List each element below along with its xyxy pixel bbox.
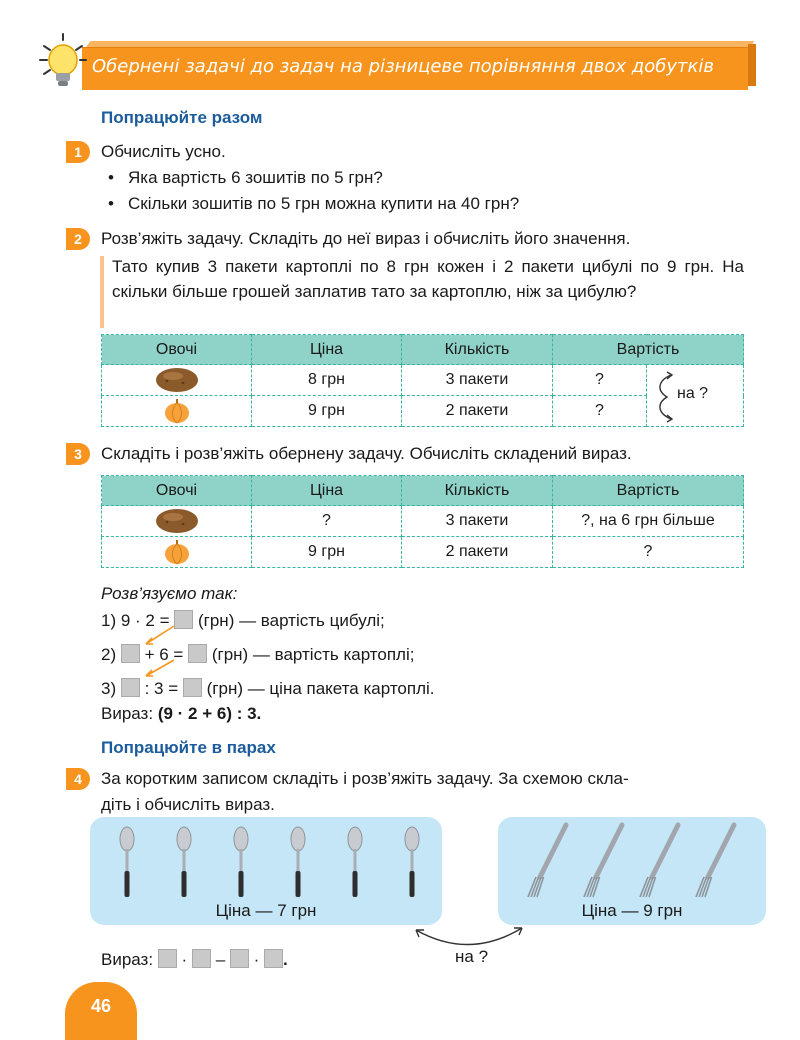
potato-icon [155, 508, 199, 534]
task3-table [101, 475, 744, 568]
answer-box[interactable] [121, 678, 140, 697]
step1-expr: 1) 9 · 2 = [101, 611, 170, 630]
potato-icon [155, 367, 199, 393]
task4-compare-label: на ? [455, 947, 489, 966]
lightbulb-icon [36, 32, 92, 94]
task-number-badge: 2 [66, 228, 90, 250]
expression-label: Вираз: [101, 950, 154, 969]
table-header-veg: Овочі [102, 335, 252, 365]
solution-step-3 [101, 678, 435, 699]
problem-marker-bar [100, 256, 104, 328]
expression-value: (9 · 2 + 6) : 3. [157, 704, 262, 723]
fork-icon [696, 825, 734, 897]
forks-panel [498, 817, 766, 925]
onion-icon [163, 398, 191, 424]
spoon-icon [405, 827, 419, 897]
fork-icon [640, 825, 678, 897]
spoons-illustration [90, 821, 442, 901]
period: . [283, 950, 288, 969]
step2-num: 2) [101, 645, 117, 664]
task2-problem-text: Тато купив 3 пакети картоплі по 8 грн кожен і 2 пакети цибулі по 9 грн. На скільки більше грошей заплатив тато за картоплю, ніж за цибулю? [112, 257, 744, 301]
spoon-icon [234, 827, 248, 897]
compare-arc-icon [410, 920, 528, 950]
step2-expr: + 6 = [144, 645, 184, 664]
table-header-price: Ціна [252, 335, 402, 365]
table-header-price: Ціна [252, 476, 402, 506]
expression-label: Вираз: [101, 704, 154, 723]
qty-cell: 2 пакети [402, 537, 553, 568]
fork-price-label: Ціна — 9 грн [581, 901, 683, 920]
step2-desc: (грн) — вартість картоплі; [211, 645, 415, 664]
price-cell: 9 грн [252, 537, 402, 568]
spoon-icon [348, 827, 362, 897]
step3-desc: (грн) — ціна пакета картоплі. [206, 679, 435, 698]
table-header-veg: Овочі [102, 476, 252, 506]
banner-side-edge [748, 44, 756, 86]
task1-bullet-1: • Яка вартість 6 зошитів по 5 грн? [128, 168, 383, 188]
cost-cell: ? [553, 365, 647, 396]
qty-cell: 3 пакети [402, 365, 553, 396]
task-number-badge: 4 [66, 768, 90, 790]
cost-cell: ? [553, 537, 744, 568]
table-header-cost: Вартість [553, 335, 744, 365]
compare-label: на ? [677, 385, 709, 402]
veg-cell [102, 396, 252, 427]
operator: · [253, 950, 260, 969]
answer-box[interactable] [158, 949, 177, 968]
cost-cell: ? [553, 396, 647, 427]
page-number: 46 [65, 982, 137, 1040]
answer-box[interactable] [174, 610, 193, 629]
answer-box[interactable] [188, 644, 207, 663]
price-cell: 8 грн [252, 365, 402, 396]
veg-cell [102, 506, 252, 537]
forks-illustration [498, 821, 766, 901]
answer-box[interactable] [230, 949, 249, 968]
qty-cell: 2 пакети [402, 396, 553, 427]
spoon-icon [291, 827, 305, 897]
onion-icon [163, 539, 191, 565]
task3-expression [101, 704, 261, 724]
operator: · [181, 950, 188, 969]
answer-box[interactable] [192, 949, 211, 968]
answer-box[interactable] [183, 678, 202, 697]
qty-cell: 3 пакети [402, 506, 553, 537]
task4-instruction-line2: діть і обчисліть вираз. [101, 795, 275, 814]
task-number-badge: 1 [66, 141, 90, 163]
table-header-qty: Кількість [402, 335, 553, 365]
price-cell: ? [252, 506, 402, 537]
cost-cell: ?, на 6 грн більше [553, 506, 744, 537]
fork-icon [584, 825, 622, 897]
section-heading-together: Попрацюйте разом [101, 108, 263, 127]
veg-cell [102, 537, 252, 568]
spoon-icon [120, 827, 134, 897]
answer-box[interactable] [121, 644, 140, 663]
spoon-icon [177, 827, 191, 897]
task4-instruction-line1: За коротким записом складіть і розв’яжіть задачу. За схемою скла- [101, 769, 629, 788]
table-header-cost: Вартість [553, 476, 744, 506]
task1-instruction: Обчисліть усно. [101, 142, 226, 161]
page-title: Обернені задачі до задач на різницеве порівняння двох добутків [92, 56, 714, 77]
step3-expr: : 3 = [144, 679, 179, 698]
operator: – [215, 950, 226, 969]
task1-bullet-2: • Скільки зошитів по 5 грн можна купити на 40 грн? [128, 194, 519, 214]
compare-cell [647, 365, 744, 427]
spoon-price-label: Ціна — 7 грн [215, 901, 317, 920]
fork-icon [528, 825, 566, 897]
price-cell: 9 грн [252, 396, 402, 427]
solve-intro: Розв’язуємо так: [101, 584, 238, 603]
step1-desc: (грн) — вартість цибулі; [197, 611, 385, 630]
carry-arrows-icon [140, 624, 176, 678]
task3-instruction: Складіть і розв’яжіть обернену задачу. Обчисліть складений вираз. [101, 444, 632, 463]
veg-cell [102, 365, 252, 396]
task4-expression [101, 949, 288, 970]
answer-box[interactable] [264, 949, 283, 968]
table-header-qty: Кількість [402, 476, 553, 506]
step3-num: 3) [101, 679, 117, 698]
spoons-panel [90, 817, 442, 925]
task-number-badge: 3 [66, 443, 90, 465]
brace-arrow-icon [653, 371, 675, 423]
section-heading-pairs: Попрацюйте в парах [101, 738, 276, 757]
task2-table [101, 334, 744, 427]
task2-instruction: Розв’яжіть задачу. Складіть до неї вираз і обчисліть його значення. [101, 229, 631, 248]
